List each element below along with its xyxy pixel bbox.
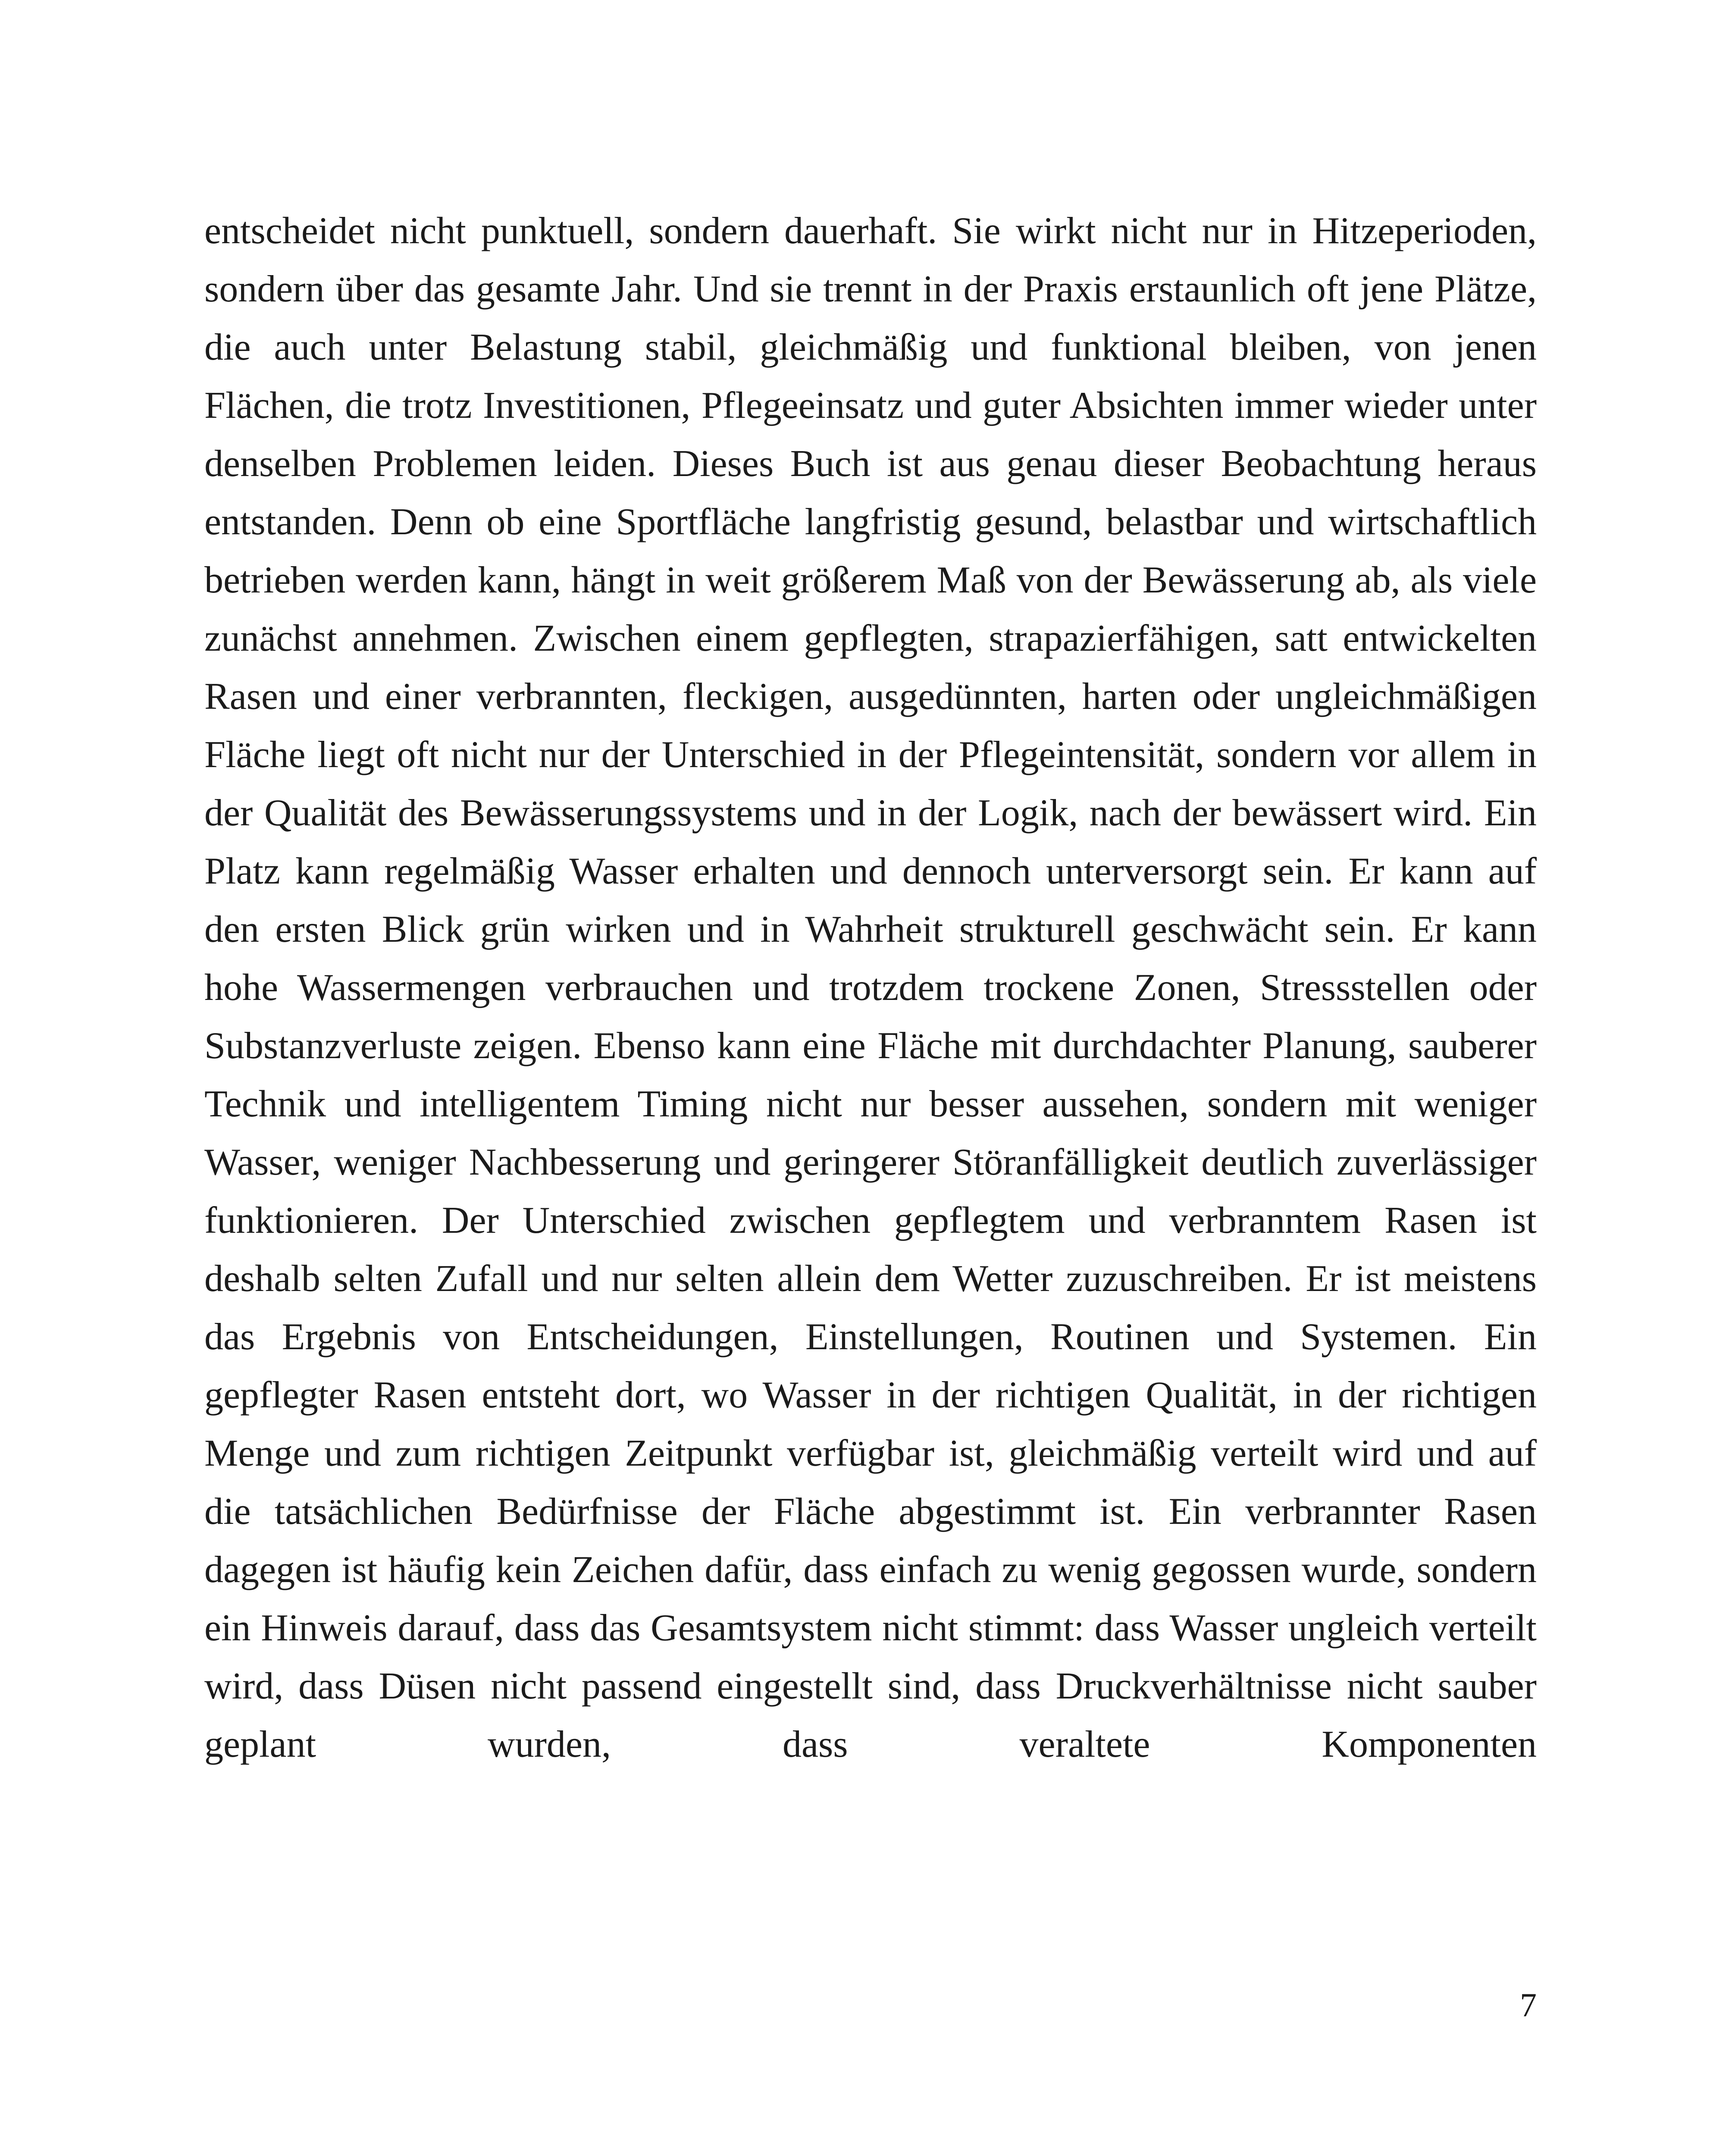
page-number: 7 [1520, 1986, 1537, 2024]
body-paragraph: entscheidet nicht punktuell, sondern dauerhaft. Sie wirkt nicht nur in Hitzeperioden, sondern über das gesamte Jahr. Und sie trennt in der Praxis erstaunlich oft jene Plätze, die auch unter Belastung stabil, gleichmäßig und funktional bleiben, von jenen Flächen, die trotz Investitionen, Pflegeeinsatz und guter Absichten immer wieder unter denselben Problemen leiden. Dieses Buch ist aus genau dieser Beobachtung heraus entstanden. Denn ob eine Sportfläche langfristig gesund, belastbar und wirtschaftlich betrieben werden kann, hängt in weit größerem Maß von der Bewässerung ab, als viele zunächst annehmen. Zwischen einem gepflegten, strapazierfähigen, satt entwickelten Rasen und einer verbrannten, fleckigen, ausgedünnten, harten oder ungleichmäßigen Fläche liegt oft nicht nur der Unterschied in der Pflegeintensität, sondern vor allem in der Qualität des Bewässerungssystems und in der Logik, nach der bewässert wird. Ein Platz kann regelmäßig Wasser erhalten und dennoch unterversorgt sein. Er kann auf den ersten Blick grün wirken und in Wahrheit strukturell geschwächt sein. Er kann hohe Wassermengen verbrauchen und trotzdem trockene Zonen, Stressstellen oder Substanzverluste zeigen. Ebenso kann eine Fläche mit durchdachter Planung, sauberer Technik und intelligentem Timing nicht nur besser aussehen, sondern mit weniger Wasser, weniger Nachbesserung und geringerer Störanfälligkeit deutlich zuverlässiger funktionieren. Der Unterschied zwischen gepflegtem und verbranntem Rasen ist deshalb selten Zufall und nur selten allein dem Wetter zuzuschreiben. Er ist meistens das Ergebnis von Entscheidungen, Einstellungen, Routinen und Systemen. Ein gepflegter Rasen entsteht dort, wo Wasser in der richtigen Qualität, in der richtigen Menge und zum richtigen Zeitpunkt verfügbar ist, gleichmäßig verteilt wird und auf die tatsächlichen Bedürfnisse der Fläche abgestimmt ist. Ein verbrannter Rasen dagegen ist häufig kein Zeichen dafür, dass einfach zu wenig gegossen wurde, sondern ein Hinweis darauf, dass das Gesamtsystem nicht stimmt: dass Wasser ungleich verteilt wird, dass Düsen nicht passend eingestellt sind, dass Druckverhältnisse nicht sauber geplant wurden, dass veraltete Komponenten [204, 210, 1537, 1765]
